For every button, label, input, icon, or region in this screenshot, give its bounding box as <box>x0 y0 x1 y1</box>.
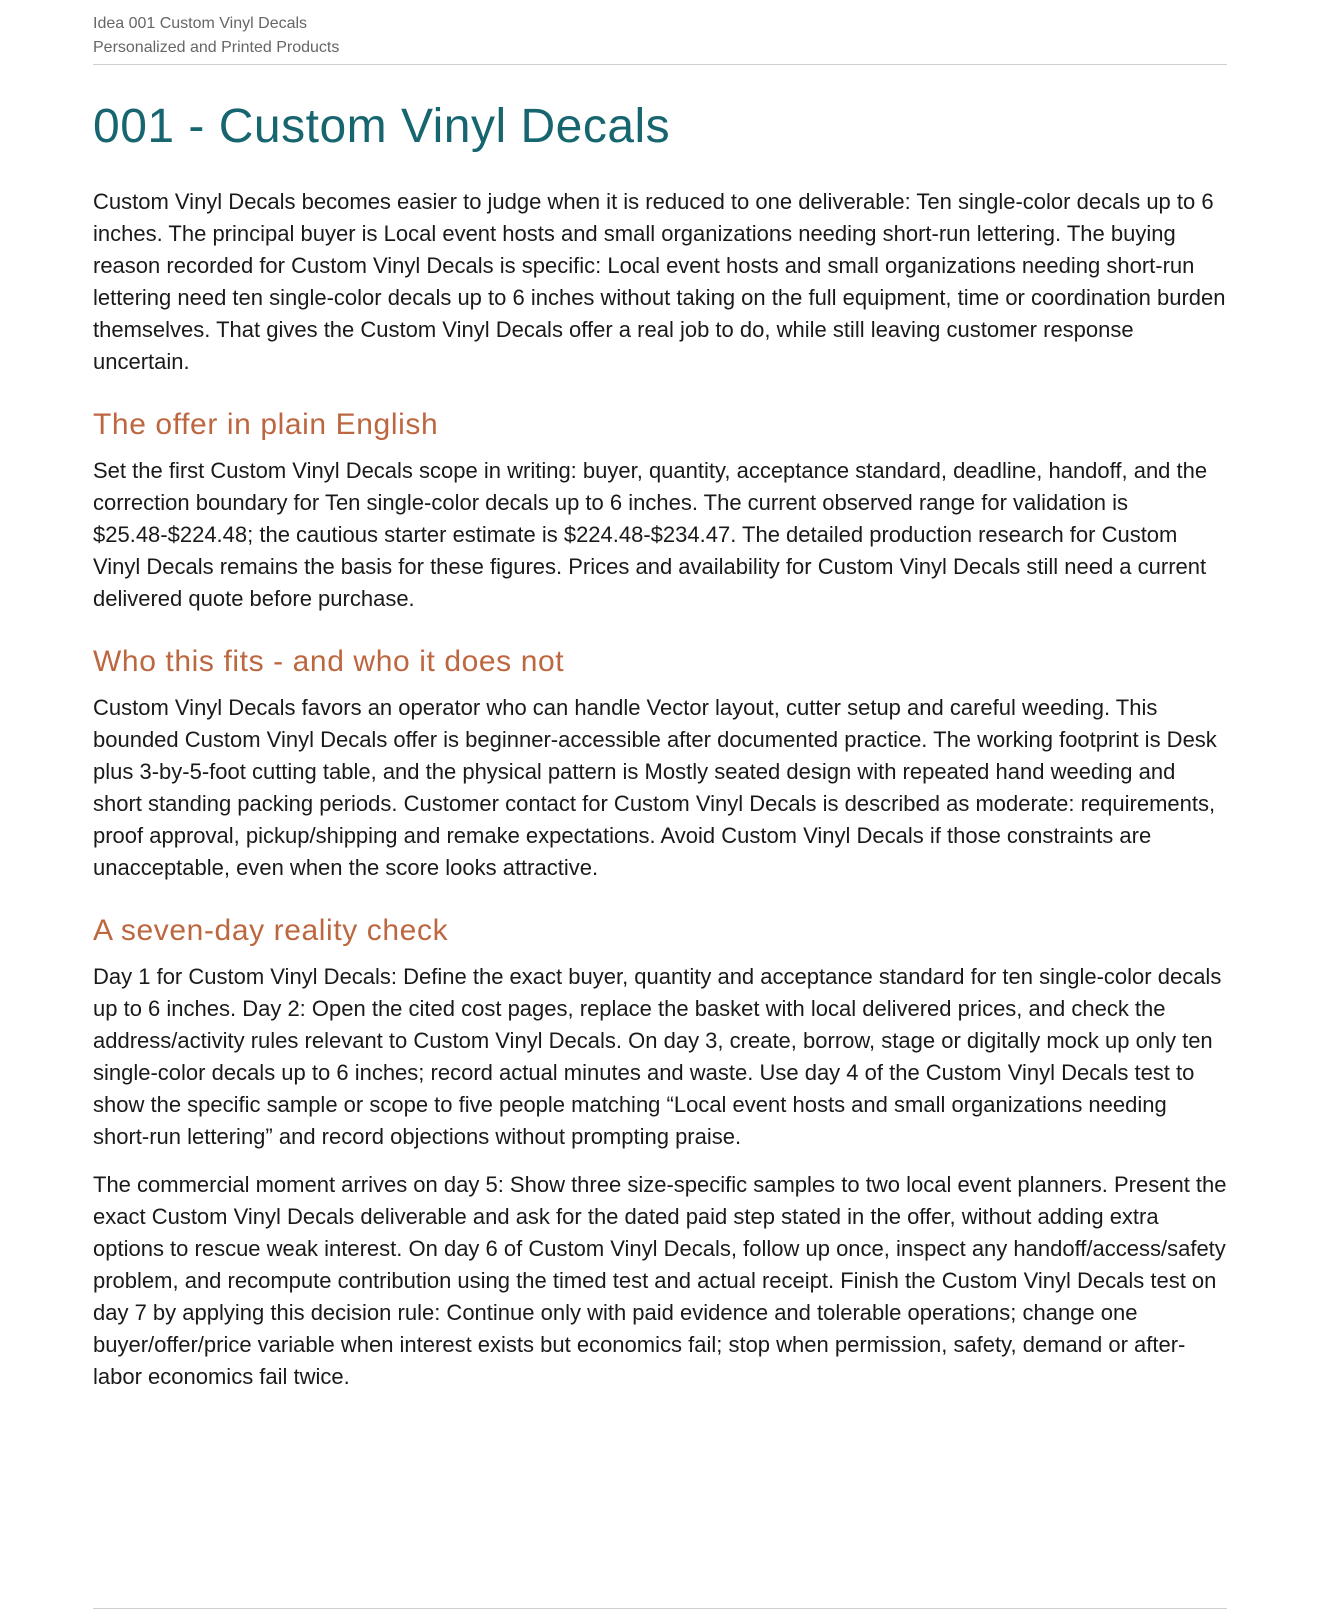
document-body <box>93 96 1227 1393</box>
header-category: Personalized and Printed Products <box>93 39 340 56</box>
reality-check-paragraph-1: Day 1 for Custom Vinyl Decals: Define the exact buyer, quantity and acceptance standard for ten single-color decals up to 6 inches. Day 2: Open the cited cost pages, replace the basket with local delivered prices, and check the address/activity rules relevant to Custom Vinyl Decals. On day 3, create, borrow, stage or digitally mock up only ten single-color decals up to 6 inches; record actual minutes and waste. Use day 4 of the Custom Vinyl Decals test to show the specific sample or scope to five people matching “Local event hosts and small organizations needing short-run lettering” and record objections without prompting praise. <box>93 964 1222 1149</box>
footer-divider <box>93 1608 1227 1609</box>
running-header <box>93 12 1227 60</box>
header-idea-title: Idea 001 Custom Vinyl Decals <box>93 15 308 32</box>
offer-paragraph: Set the first Custom Vinyl Decals scope in writing: buyer, quantity, acceptance standard, deadline, handoff, and the correction boundary for Ten single-color decals up to 6 inches. The current observed range for validation is $25.48-$224.48; the cautious starter estimate is $224.48-$234.47. The detailed production research for Custom Vinyl Decals remains the basis for these figures. Prices and availability for Custom Vinyl Decals still need a current delivered quote before purchase. <box>93 458 1208 611</box>
reality-check-paragraph-2: The commercial moment arrives on day 5: Show three size-specific samples to two local event planners. Present the exact Custom Vinyl Decals deliverable and ask for the dated paid step stated in the offer, without adding extra options to rescue weak interest. On day 6 of Custom Vinyl Decals, follow up once, inspect any handoff/access/safety problem, and recompute contribution using the timed test and actual receipt. Finish the Custom Vinyl Decals test on day 7 by applying this decision rule: Continue only with paid evidence and tolerable operations; change one buyer/offer/price variable when interest exists but economics fail; stop when permission, safety, demand or after-labor economics fail twice. <box>93 1172 1227 1389</box>
fit-paragraph: Custom Vinyl Decals favors an operator who can handle Vector layout, cutter setup and careful weeding. This bounded Custom Vinyl Decals offer is beginner-accessible after documented practice. The working footprint is Desk plus 3-by-5-foot cutting table, and the physical pattern is Mostly seated design with repeated hand weeding and short standing packing periods. Customer contact for Custom Vinyl Decals is described as moderate: requirements, proof approval, pickup/shipping and remake expectations. Avoid Custom Vinyl Decals if those constraints are unacceptable, even when the score looks attractive. <box>93 695 1217 880</box>
section-heading-fit: Who this fits - and who it does not <box>93 645 565 678</box>
intro-paragraph: Custom Vinyl Decals becomes easier to judge when it is reduced to one deliverable: Ten single-color decals up to 6 inches. The principal buyer is Local event hosts and small organizations needing short-run lettering. The buying reason recorded for Custom Vinyl Decals is specific: Local event hosts and small organizations needing short-run lettering need ten single-color decals up to 6 inches without taking on the full equipment, time or coordination burden themselves. That gives the Custom Vinyl Decals offer a real job to do, while still leaving customer response uncertain. <box>93 189 1226 374</box>
document-page <box>93 0 1227 1616</box>
section-heading-reality-check: A seven-day reality check <box>93 914 449 947</box>
header-divider <box>93 64 1227 65</box>
section-heading-offer: The offer in plain English <box>93 408 439 441</box>
page-title: 001 - Custom Vinyl Decals <box>93 100 671 153</box>
